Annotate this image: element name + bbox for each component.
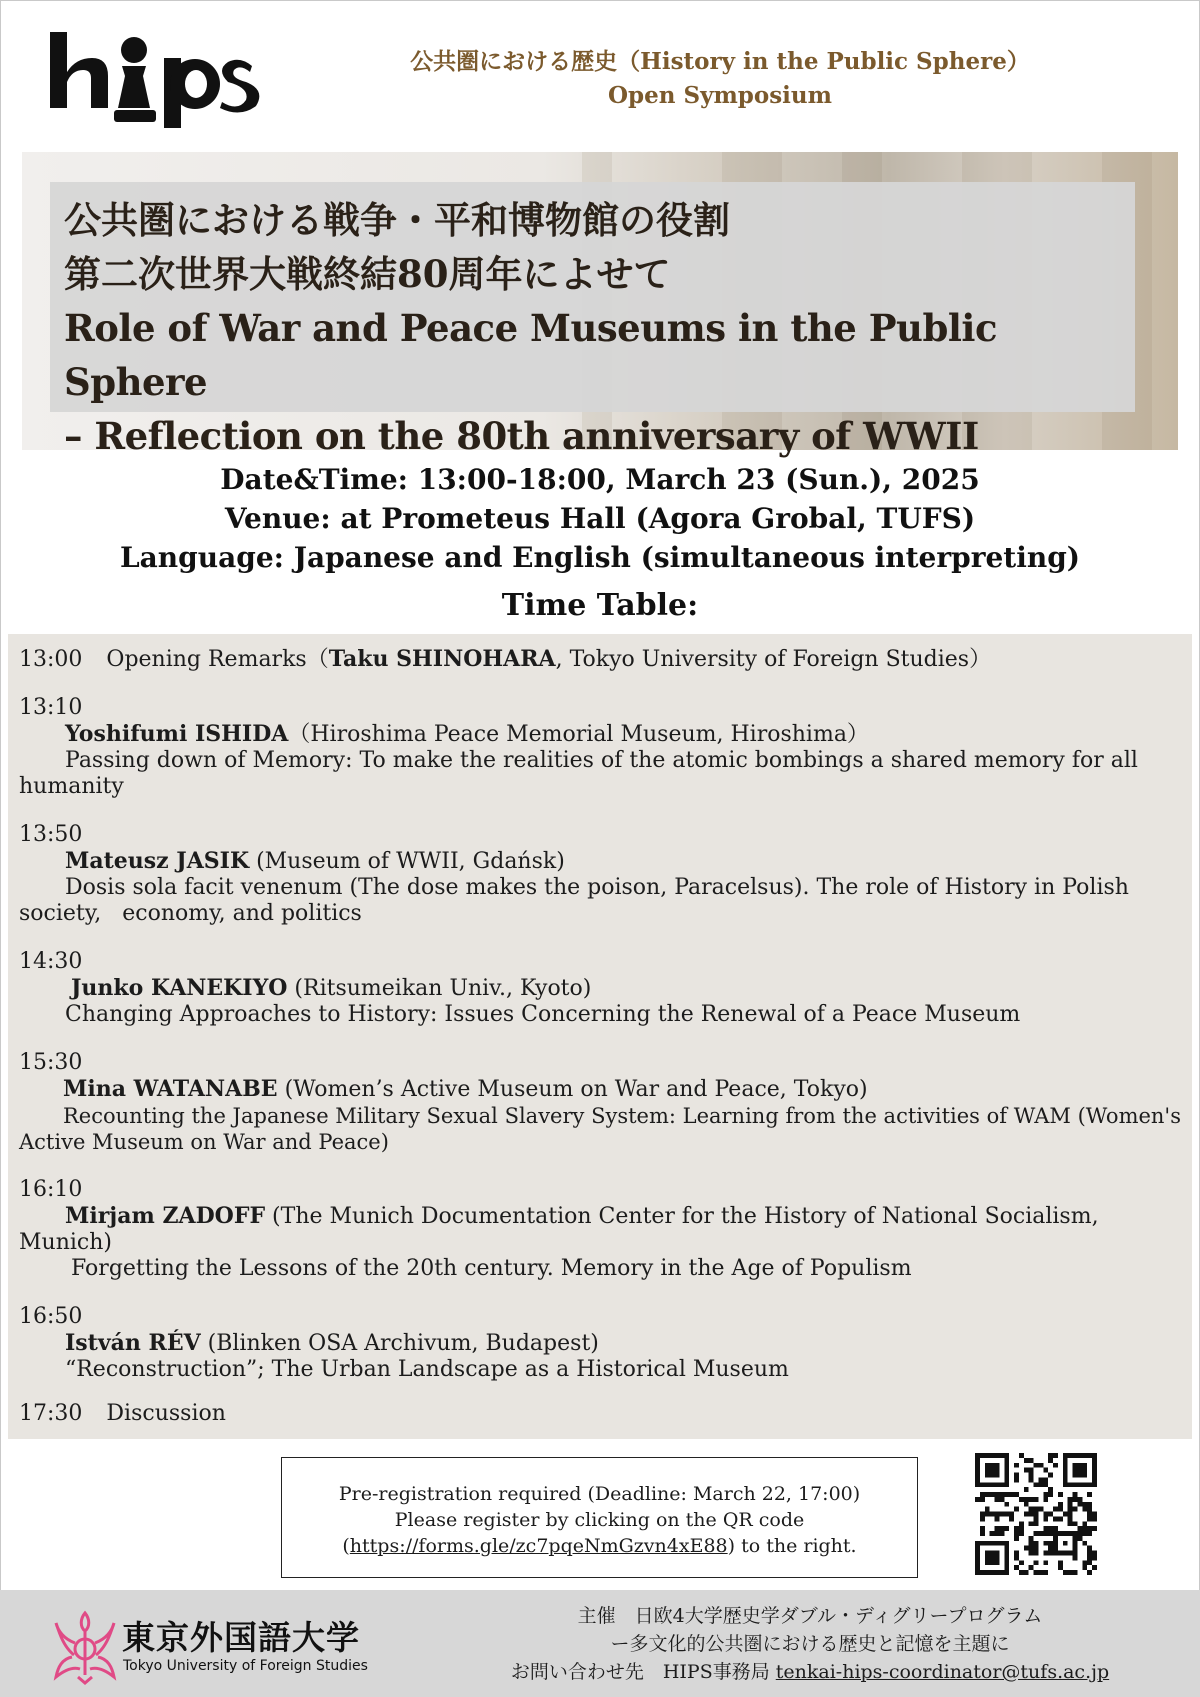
event-info: [0, 460, 1200, 577]
speaker-name: István RÉV: [65, 1330, 201, 1356]
speaker-affiliation: , Tokyo University of Foreign Studies）: [555, 647, 992, 672]
speaker-affiliation: (Blinken OSA Archivum, Budapest): [200, 1331, 599, 1356]
item-label: Opening Remarks（: [106, 647, 329, 672]
item-time: 14:30: [19, 949, 83, 974]
symposium-title: [64, 193, 1144, 463]
contact-email-link[interactable]: tenkai-hips-coordinator@tufs.ac.jp: [775, 1661, 1110, 1683]
registration-link-line: (https://forms.gle/zc7pqeNmGzvn4xE88) to the right.: [342, 1535, 857, 1557]
university-name-en: Tokyo University of Foreign Studies: [123, 1658, 368, 1674]
speaker-affiliation: (Museum of WWII, Gdańsk): [249, 849, 565, 874]
title-jp-line2: 第二次世界大戦終結80周年によせて: [64, 252, 671, 296]
item-time: 13:10: [19, 695, 83, 720]
registration-deadline: Pre-registration required (Deadline: March 22, 17:00): [338, 1483, 861, 1505]
registration-box: [281, 1457, 918, 1578]
talk-title: Forgetting the Lessons of the 20th century. Memory in the Age of Populism: [71, 1256, 912, 1281]
timetable-item-s2: [19, 822, 1184, 927]
qr-code-icon[interactable]: [975, 1453, 1097, 1575]
symposium-header: [400, 45, 1040, 113]
event-language: Language: Japanese and English (simultaneous interpreting): [119, 541, 1081, 574]
registration-instruction: Please register by clicking on the QR code: [394, 1509, 805, 1531]
speaker-affiliation: （Hiroshima Peace Memorial Museum, Hiroshima）: [288, 722, 869, 747]
speaker-name: Taku SHINOHARA: [328, 646, 556, 672]
speaker-affiliation: (Women’s Active Museum on War and Peace, Tokyo): [277, 1077, 868, 1102]
registration-link[interactable]: https://forms.gle/zc7pqeNmGzvn4xE88: [349, 1535, 728, 1557]
hips-pawn-logo-icon: [50, 28, 290, 143]
timetable-item-closing: [19, 1401, 1184, 1427]
talk-title: “Reconstruction”; The Urban Landscape as a Historical Museum: [65, 1357, 789, 1382]
organizer-info: [470, 1602, 1150, 1686]
talk-title: Passing down of Memory: To make the realities of the atomic bombings a shared memory for all humanity: [19, 748, 1138, 799]
university-name-jp: 東京外国語大学: [122, 1618, 360, 1657]
talk-title: Changing Approaches to History: Issues Concerning the Renewal of a Peace Museum: [65, 1002, 1021, 1027]
speaker-name: Mirjam ZADOFF: [65, 1203, 266, 1229]
item-time: 13:00: [19, 647, 83, 672]
event-datetime: Date&Time: 13:00-18:00, March 23 (Sun.), 2025: [220, 463, 980, 496]
item-time: 16:10: [19, 1177, 83, 1202]
item-label: Discussion: [106, 1401, 226, 1426]
item-time: 13:50: [19, 822, 83, 847]
tufs-emblem-icon: [50, 1605, 120, 1685]
hips-logo: [50, 28, 290, 143]
organizer-line1: 主催 日欧4大学歴史学ダブル・ディグリープログラム: [577, 1605, 1043, 1627]
organizer-line2: ー多文化的公共圏における歴史と記憶を主題に: [610, 1633, 1010, 1655]
item-time: 15:30: [19, 1050, 83, 1075]
timetable-item-opening: [19, 646, 1184, 673]
speaker-name: Yoshifumi ISHIDA: [65, 721, 289, 747]
item-time: 16:50: [19, 1304, 83, 1329]
title-jp-line1: 公共圏における戦争・平和博物館の役割: [64, 198, 730, 242]
footer: [0, 1590, 1200, 1697]
title-en-line1: Role of War and Peace Museums in the Public Sphere: [64, 306, 997, 404]
header-title-line2: Open Symposium: [608, 82, 832, 109]
header-title-line1: 公共圏における歴史（History in the Public Sphere）: [410, 48, 1030, 75]
speaker-name: Mina WATANABE: [63, 1076, 278, 1102]
speaker-name: Mateusz JASIK: [65, 848, 250, 874]
timetable: [8, 634, 1192, 1439]
timetable-title: Time Table:: [501, 588, 699, 623]
title-en-line2: – Reflection on the 80th anniversary of WWII: [64, 414, 979, 458]
item-time: 17:30: [19, 1401, 83, 1426]
contact-line: お問い合わせ先 HIPS事務局 tenkai-hips-coordinator@tufs.ac.jp: [510, 1661, 1110, 1683]
speaker-affiliation: (The Munich Documentation Center for the History of National Socialism, Munich): [19, 1204, 1099, 1255]
event-venue: Venue: at Prometeus Hall (Agora Grobal, TUFS): [224, 502, 976, 535]
talk-title: Dosis sola facit venenum (The dose makes the poison, Paracelsus). The role of History in Polish society, economy, and politics: [19, 875, 1136, 926]
timetable-item-s4: [19, 1050, 1184, 1155]
timetable-item-s3: [19, 949, 1184, 1028]
timetable-item-s6: [19, 1304, 1184, 1383]
timetable-item-s5: [19, 1177, 1184, 1282]
speaker-affiliation: (Ritsumeikan Univ., Kyoto): [287, 976, 592, 1001]
timetable-item-s1: [19, 695, 1184, 800]
speaker-name: Junko KANEKIYO: [71, 975, 288, 1001]
talk-title: Recounting the Japanese Military Sexual Slavery System: Learning from the activities of WAM (Women's Active Museum on War and Peace): [19, 1104, 1181, 1154]
